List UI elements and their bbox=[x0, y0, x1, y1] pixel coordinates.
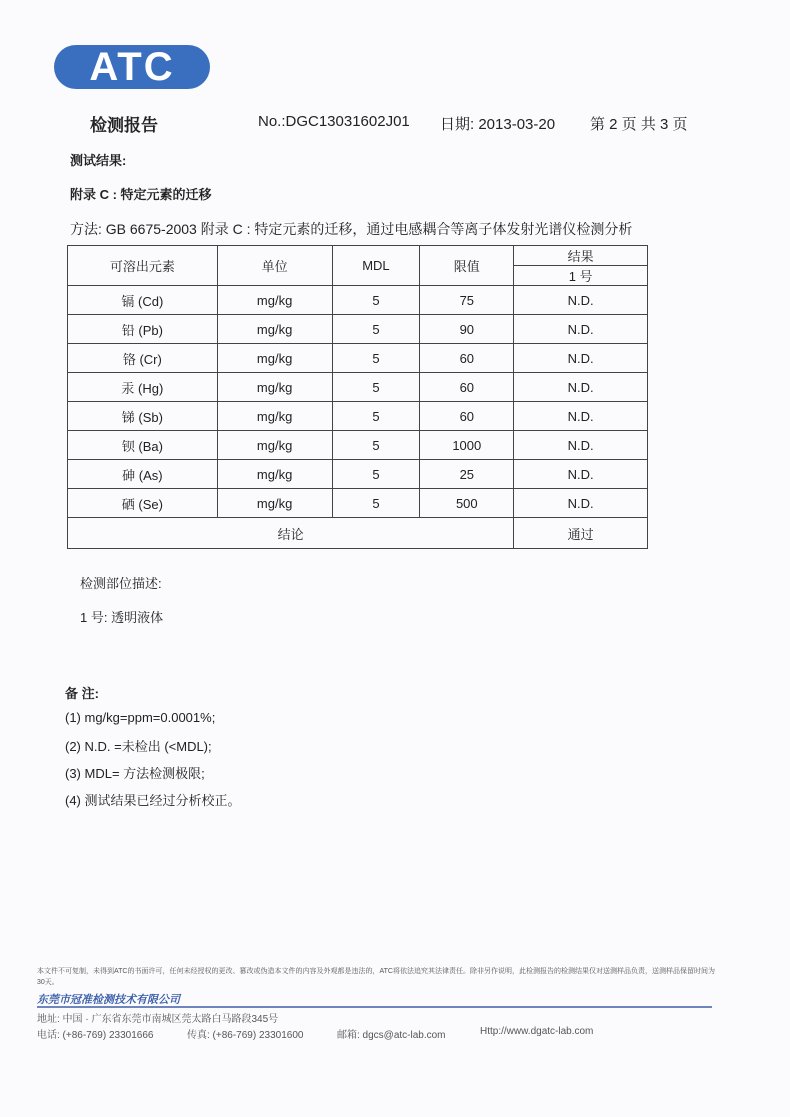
table-row bbox=[68, 402, 648, 431]
table-row bbox=[68, 460, 648, 489]
cell-element: 铅 (Pb) bbox=[68, 315, 218, 344]
company-address: 地址: 中国 · 广东省东莞市南城区莞太路白马路段345号 bbox=[37, 1014, 279, 1025]
company-email: 邮箱: dgcs@atc-lab.com bbox=[337, 1030, 446, 1041]
cell-result: N.D. bbox=[514, 286, 648, 315]
appendix-title: 附录 C : 特定元素的迁移 bbox=[70, 187, 212, 202]
cell-result: N.D. bbox=[514, 460, 648, 489]
cell-limit: 1000 bbox=[420, 431, 514, 460]
cell-mdl: 5 bbox=[332, 402, 420, 431]
company-website: Http://www.dgatc-lab.com bbox=[480, 1026, 594, 1037]
cell-mdl: 5 bbox=[332, 489, 420, 518]
company-fax: 传真: (+86-769) 23301600 bbox=[187, 1030, 304, 1041]
cell-result: N.D. bbox=[514, 315, 648, 344]
cell-mdl: 5 bbox=[332, 344, 420, 373]
note-2: (2) N.D. =未检出 (<MDL); bbox=[65, 739, 212, 754]
cell-mdl: 5 bbox=[332, 431, 420, 460]
page-number: 第 2 页 共 3 页 bbox=[590, 116, 688, 133]
report-title: 检测报告 bbox=[90, 116, 158, 135]
cell-result: N.D. bbox=[514, 431, 648, 460]
company-name: 东莞市冠准检测技术有限公司 bbox=[37, 994, 180, 1006]
table-row bbox=[68, 431, 648, 460]
cell-limit: 25 bbox=[420, 460, 514, 489]
part-desc: 1 号: 透明液体 bbox=[80, 610, 164, 625]
atc-logo: ATC bbox=[54, 45, 210, 89]
table-row bbox=[68, 344, 648, 373]
table-row bbox=[68, 315, 648, 344]
notes-title: 备 注: bbox=[65, 686, 99, 701]
cell-element: 锑 (Sb) bbox=[68, 402, 218, 431]
company-phone: 电话: (+86-769) 23301666 bbox=[37, 1030, 154, 1041]
part-desc-label: 检测部位描述: bbox=[80, 576, 162, 591]
cell-limit: 75 bbox=[420, 286, 514, 315]
header-sample: 1 号 bbox=[514, 266, 648, 286]
note-4: (4) 测试结果已经过分析校正。 bbox=[65, 793, 241, 808]
cell-limit: 500 bbox=[420, 489, 514, 518]
header-result: 结果 bbox=[514, 246, 648, 266]
cell-element: 硒 (Se) bbox=[68, 489, 218, 518]
cell-element: 砷 (As) bbox=[68, 460, 218, 489]
cell-unit: mg/kg bbox=[217, 373, 332, 402]
cell-element: 汞 (Hg) bbox=[68, 373, 218, 402]
cell-limit: 60 bbox=[420, 344, 514, 373]
footer-divider bbox=[37, 1006, 712, 1008]
report-number: No.:DGC13031602J01 bbox=[258, 113, 410, 130]
cell-element: 钡 (Ba) bbox=[68, 431, 218, 460]
note-3: (3) MDL= 方法检测极限; bbox=[65, 766, 205, 781]
cell-mdl: 5 bbox=[332, 460, 420, 489]
cell-result: N.D. bbox=[514, 344, 648, 373]
cell-mdl: 5 bbox=[332, 373, 420, 402]
cell-limit: 90 bbox=[420, 315, 514, 344]
cell-unit: mg/kg bbox=[217, 489, 332, 518]
cell-unit: mg/kg bbox=[217, 402, 332, 431]
cell-result: N.D. bbox=[514, 373, 648, 402]
cell-mdl: 5 bbox=[332, 315, 420, 344]
table-row bbox=[68, 489, 648, 518]
conclusion-label: 结论 bbox=[68, 518, 514, 549]
cell-element: 铬 (Cr) bbox=[68, 344, 218, 373]
header-unit: 单位 bbox=[217, 246, 332, 286]
cell-result: N.D. bbox=[514, 402, 648, 431]
cell-element: 镉 (Cd) bbox=[68, 286, 218, 315]
cell-unit: mg/kg bbox=[217, 344, 332, 373]
results-table bbox=[67, 245, 648, 549]
cell-unit: mg/kg bbox=[217, 460, 332, 489]
section-title: 测试结果: bbox=[70, 153, 127, 168]
conclusion-value: 通过 bbox=[514, 518, 648, 549]
cell-result: N.D. bbox=[514, 489, 648, 518]
header-mdl: MDL bbox=[332, 246, 420, 286]
cell-unit: mg/kg bbox=[217, 431, 332, 460]
cell-unit: mg/kg bbox=[217, 315, 332, 344]
method-text: 方法: GB 6675-2003 附录 C : 特定元素的迁移，通过电感耦合等离子体发射光谱仪检测分析 bbox=[70, 221, 633, 237]
header-element: 可溶出元素 bbox=[68, 246, 218, 286]
header-limit: 限值 bbox=[420, 246, 514, 286]
note-1: (1) mg/kg=ppm=0.0001%; bbox=[65, 710, 216, 725]
table-row bbox=[68, 373, 648, 402]
cell-limit: 60 bbox=[420, 402, 514, 431]
table-row bbox=[68, 286, 648, 315]
report-date: 日期: 2013-03-20 bbox=[440, 116, 556, 133]
footer-disclaimer: 本文件不可复制，未得到ATC的书面许可，任何未经授权的更改、篡改或伪造本文件的内容及外观都是违法的，ATC将依法追究其法律责任。除非另作说明，此检测报告的检测结果仅对送测样品负责，送测样品保留时间为30天。 bbox=[37, 968, 715, 986]
cell-limit: 60 bbox=[420, 373, 514, 402]
cell-unit: mg/kg bbox=[217, 286, 332, 315]
cell-mdl: 5 bbox=[332, 286, 420, 315]
